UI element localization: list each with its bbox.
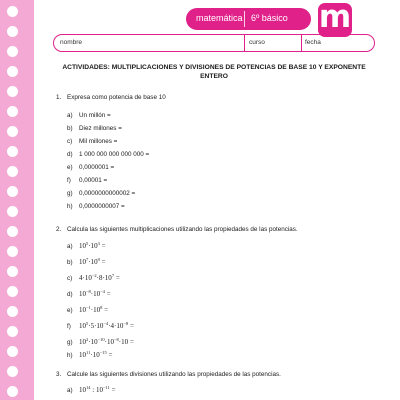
power-expression: $10^7\cdot 10^9$ =	[79, 257, 106, 266]
binding-hole	[7, 366, 18, 377]
date-field-label: fecha	[305, 39, 321, 46]
item-letter: d)	[67, 151, 73, 158]
power-expression: $10^5\cdot 5\cdot 10^{-4}\cdot 4\cdot 10^{-8}$ =	[79, 321, 134, 330]
binding-hole	[7, 246, 18, 257]
item-letter: c)	[67, 275, 73, 282]
item-letter: c)	[67, 138, 73, 145]
name-field-label: nombre	[60, 39, 83, 46]
binding-hole	[7, 306, 18, 317]
binding-hole	[7, 126, 18, 137]
grade-label: 6º básico	[251, 13, 288, 23]
power-expression: $10^2\cdot 10^{-10}\cdot 10^{-8}\cdot 10$ =	[79, 337, 134, 346]
banner-divider	[244, 11, 245, 27]
student-info-bar	[53, 34, 375, 52]
item-text: 1 000 000 000 000 000 =	[79, 151, 150, 158]
binding-hole	[7, 346, 18, 357]
title-line: ACTIVIDADES: MULTIPLICACIONES Y DIVISIONES DE POTENCIAS DE BASE 10 Y EXPONENTE	[62, 64, 366, 71]
item-letter: f)	[67, 323, 71, 330]
item-letter: a)	[67, 243, 73, 250]
power-expression: $10^5\cdot 10^3$ =	[79, 241, 106, 250]
item-letter: g)	[67, 190, 73, 197]
subject-label: matemática	[196, 13, 243, 23]
subject-banner	[186, 8, 311, 30]
item-letter: e)	[67, 164, 73, 171]
item-letter: g)	[67, 339, 73, 346]
binding-hole	[7, 266, 18, 277]
power-expression: $10^{14}$ : $10^{-11}$ =	[79, 385, 116, 394]
binding-hole	[7, 326, 18, 337]
item-text: 0,00001 =	[79, 177, 108, 184]
item-letter: e)	[67, 307, 73, 314]
item-letter: h)	[67, 352, 73, 359]
power-expression: $4\cdot 10^{-2}\cdot 8\cdot 10^7$ =	[79, 273, 120, 282]
page-title	[52, 63, 376, 81]
question-text: Expresa como potencia de base 10	[67, 94, 166, 101]
binding-hole	[7, 106, 18, 117]
binding-hole	[7, 286, 18, 297]
question-number: 3.	[56, 371, 62, 378]
binding-hole	[7, 46, 18, 57]
question-number: 2.	[56, 226, 62, 233]
binding-hole	[7, 66, 18, 77]
power-expression: $10^{-1}\cdot 10^8$ =	[79, 305, 109, 314]
item-letter: h)	[67, 203, 73, 210]
binding-hole	[7, 26, 18, 37]
course-field-label: curso	[249, 39, 265, 46]
question-text: Calcula las siguientes multiplicaciones utilizando las propiedades de las potencias.	[67, 226, 298, 233]
item-text: 0,0000001 =	[79, 164, 115, 171]
binding-hole	[7, 146, 18, 157]
logo	[318, 0, 352, 37]
power-expression: $10^{11}\cdot 10^{-15}$ =	[79, 350, 113, 359]
question-number: 1.	[56, 94, 62, 101]
question-text: Calcule las siguientes divisiones utilizando las propiedades de las potencias.	[67, 371, 281, 378]
binding-hole	[7, 386, 18, 397]
binding-strip	[0, 0, 34, 400]
item-letter: f)	[67, 177, 71, 184]
power-expression: $10^{-8}\cdot 10^{-4}$ =	[79, 289, 111, 298]
item-text: Un millón =	[79, 112, 111, 119]
item-text: 0,0000000000002 =	[79, 190, 136, 197]
item-letter: b)	[67, 259, 73, 266]
item-letter: d)	[67, 291, 73, 298]
item-text: Diez millones =	[79, 125, 122, 132]
binding-hole	[7, 226, 18, 237]
item-letter: b)	[67, 125, 73, 132]
binding-hole	[7, 86, 18, 97]
item-text: Mil millones =	[79, 138, 118, 145]
logo-letter: m	[318, 0, 352, 35]
binding-hole	[7, 206, 18, 217]
binding-hole	[7, 166, 18, 177]
binding-hole	[7, 186, 18, 197]
info-divider	[301, 35, 302, 51]
binding-hole	[7, 6, 18, 17]
item-letter: a)	[67, 112, 73, 119]
item-letter: a)	[67, 387, 73, 394]
info-divider	[244, 35, 245, 51]
title-line: ENTERO	[200, 73, 228, 80]
item-text: 0,0000000007 =	[79, 203, 125, 210]
